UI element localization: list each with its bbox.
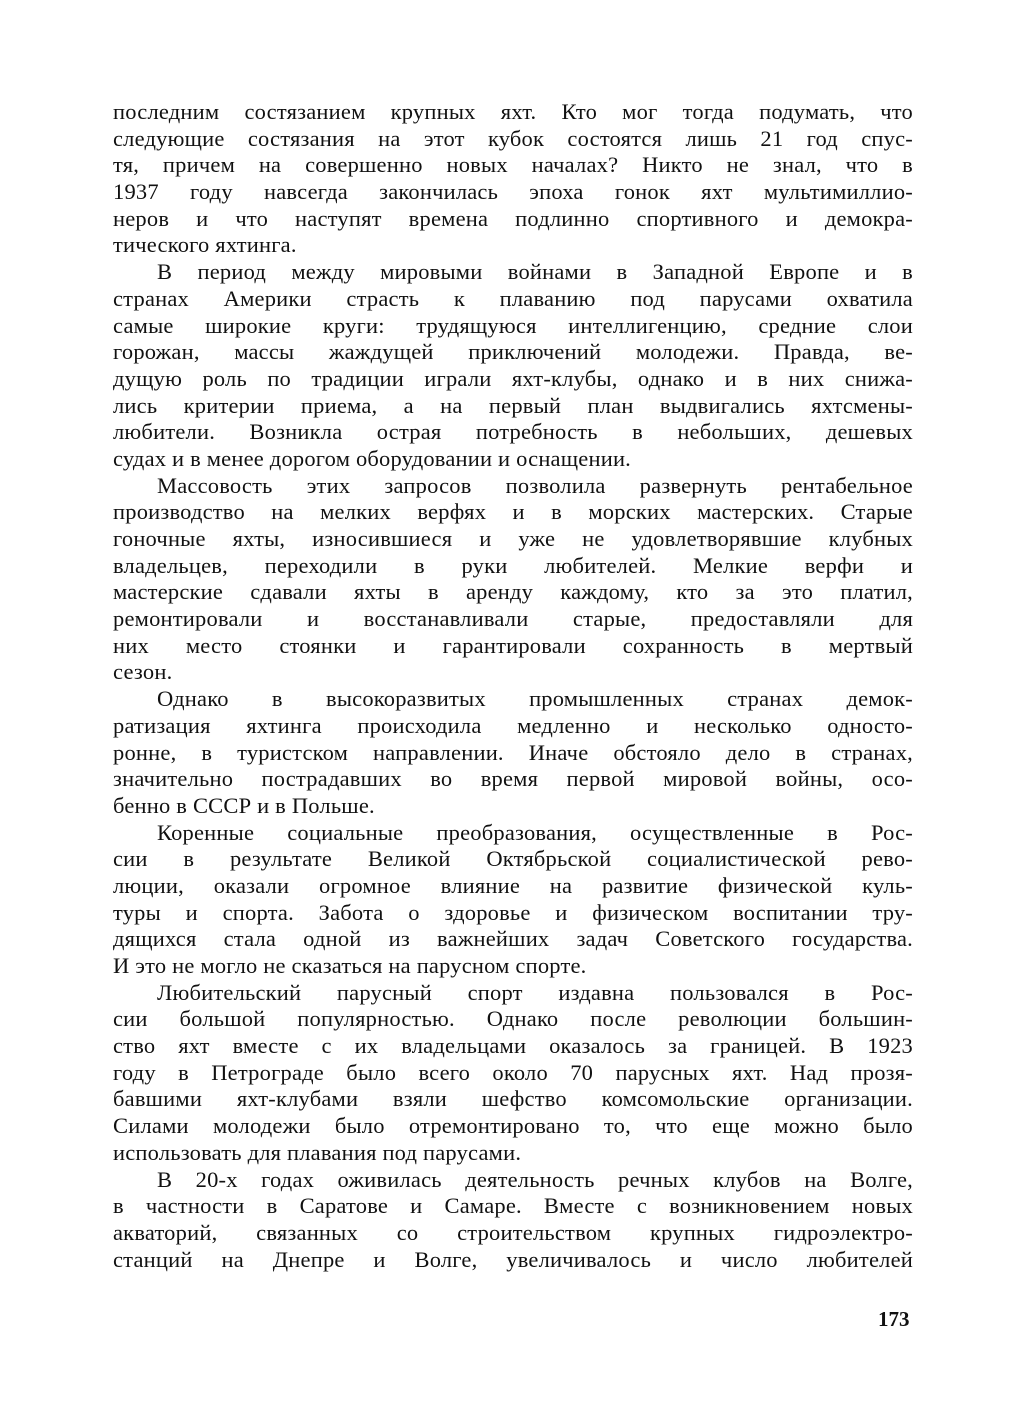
text-line: странах Америки страсть к плаванию под парусами охватила [113, 285, 913, 311]
text-line: 1937 году навсегда закончилась эпоха гонок яхт мультимиллио- [113, 179, 913, 205]
text-line: сии большой популярностью. Однако после революции большин- [113, 1006, 913, 1032]
text-line: Массовость этих запросов позволила развернуть рентабельное [157, 472, 913, 498]
text-line: Коренные социальные преобразования, осуществленные в Рос- [157, 819, 913, 845]
text-line: следующие состязания на этот кубок состоятся лишь 21 год спус- [113, 125, 913, 151]
text-line: производство на мелких верфях и в морских мастерских. Старые [113, 499, 913, 525]
text-line: сии в результате Великой Октябрьской социалистической рево- [113, 846, 913, 872]
text-line: дящихся стала одной из важнейших задач Советского государства. [113, 926, 913, 952]
text-line: туры и спорта. Забота о здоровье и физическом воспитании тру- [113, 899, 913, 925]
text-line: В период между мировыми войнами в Западной Европе и в [157, 259, 913, 285]
text-line: бавшими яхт-клубами взяли шефство комсомольские организации. [113, 1086, 913, 1112]
paragraph [113, 820, 913, 980]
paragraph [113, 99, 913, 259]
text-line: ронне, в туристском направлении. Иначе обстояло дело в странах, [113, 739, 913, 765]
text-line: станций на Днепре и Волге, увеличивалось и число любителей [113, 1246, 913, 1272]
text-line: самые широкие круги: трудящуюся интеллигенцию, средние слои [113, 312, 913, 338]
text-line: горожан, массы жаждущей приключений молодежи. Правда, ве- [113, 339, 913, 365]
text-line: лись критерии приема, а на первый план выдвигались яхтсмены- [113, 392, 913, 418]
text-line: неров и что наступят времена подлинно спортивного и демокра- [113, 205, 913, 231]
text-line: судах и в менее дорогом оборудовании и оснащении. [113, 445, 632, 471]
text-line: люции, оказали огромное влияние на развитие физической куль- [113, 872, 913, 898]
text-line: владельцев, переходили в руки любителей. Мелкие верфи и [113, 552, 913, 578]
text-line: сезон. [113, 659, 173, 685]
text-line: ратизация яхтинга происходила медленно и несколько односто- [113, 712, 913, 738]
text-line: использовать для плавания под парусами. [113, 1139, 522, 1165]
text-line: году в Петрограде было всего около 70 парусных яхт. Над прозя- [113, 1059, 913, 1085]
text-line: любители. Возникла острая потребность в небольших, дешевых [113, 419, 913, 445]
paragraph [113, 980, 913, 1167]
text-line: тя, причем на совершенно новых началах? Никто не знал, что в [113, 152, 913, 178]
text-line: них место стоянки и гарантировали сохранность в мертвый [113, 632, 913, 658]
text-line: значительно пострадавших во время первой мировой войны, осо- [113, 766, 913, 792]
text-line: И это не могло не сказаться на парусном спорте. [113, 953, 587, 978]
text-line: акваторий, связанных со строительством крупных гидроэлектро- [113, 1219, 913, 1245]
text-line: дущую роль по традиции играли яхт-клубы, однако и в них снижа- [113, 365, 913, 391]
paragraph [113, 473, 913, 687]
paragraph [113, 259, 913, 473]
text-line: Любительский парусный спорт издавна пользовался в Рос- [157, 979, 913, 1005]
page-body [113, 99, 913, 1273]
text-line: мастерские сдавали яхты в аренду каждому, кто за это платил, [113, 579, 913, 605]
text-line: последним состязанием крупных яхт. Кто мог тогда подумать, что [113, 99, 913, 124]
text-line: в частности в Саратове и Самаре. Вместе с возникновением новых [113, 1193, 913, 1219]
paragraph [113, 686, 913, 819]
text-line: Однако в высокоразвитых промышленных странах демок- [157, 686, 913, 712]
text-line: ремонтировали и восстанавливали старые, предоставляли для [113, 606, 913, 632]
page-number: 173 [878, 1307, 910, 1331]
text-line: гоночные яхты, износившиеся и уже не удовлетворявшие клубных [113, 526, 913, 551]
paragraph [113, 1167, 913, 1274]
text-line: тического яхтинга. [113, 232, 297, 258]
text-line: бенно в СССР и в Польше. [113, 792, 375, 818]
text-line: Силами молодежи было отремонтировано то, что еще можно было [113, 1113, 913, 1139]
text-line: В 20-х годах оживилась деятельность речных клубов на Волге, [157, 1166, 913, 1192]
text-line: ство яхт вместе с их владельцами оказалось за границей. В 1923 [113, 1033, 913, 1059]
